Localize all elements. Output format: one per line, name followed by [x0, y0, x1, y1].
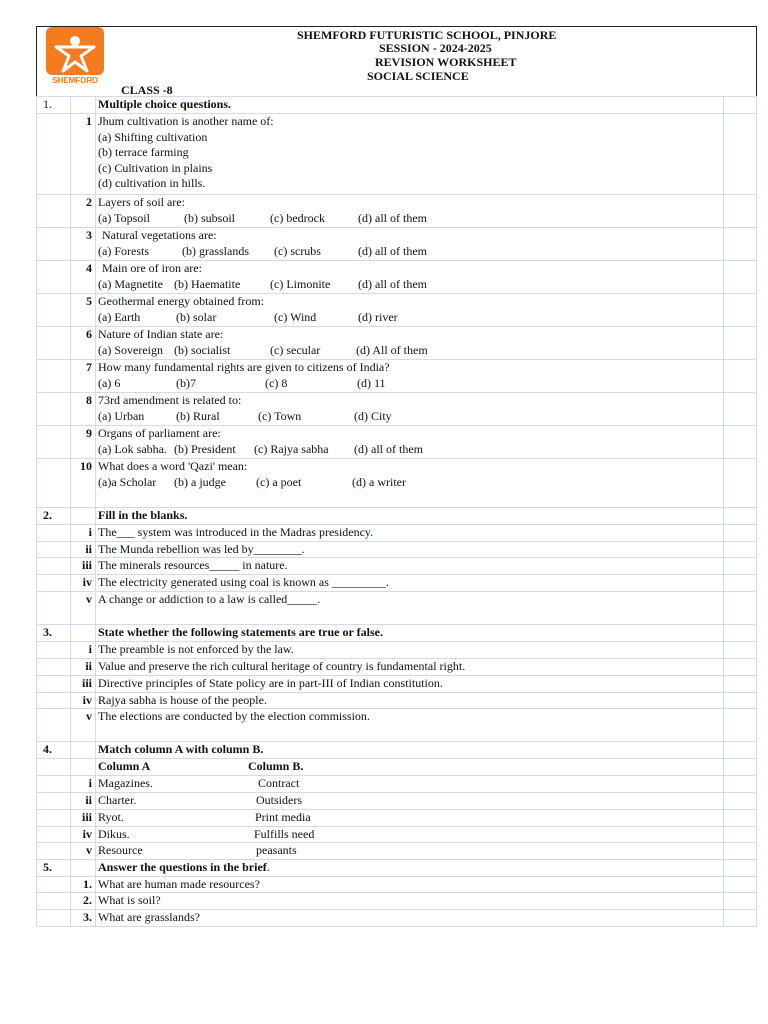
option: (c) 8 [265, 375, 288, 390]
column-a-item: Charter. [98, 792, 137, 807]
option: (a) Forests [98, 243, 149, 258]
question-row [37, 393, 757, 426]
match-row [37, 792, 757, 809]
section-number: 2. [37, 508, 71, 525]
question-cell [96, 114, 724, 195]
worksheet-header [36, 26, 757, 97]
question-row [37, 114, 757, 195]
list-item [37, 675, 757, 692]
column-b-header: Column B. [248, 759, 304, 774]
item-number: iv [71, 826, 96, 843]
question-text: Layers of soil are: [98, 195, 185, 209]
list-item [37, 592, 757, 625]
question-cell [96, 327, 724, 360]
match-row [37, 809, 757, 826]
item-number: ii [71, 658, 96, 675]
question-text: 73rd amendment is related to: [98, 393, 242, 407]
option: (b) subsoil [184, 210, 235, 225]
section-header-row [37, 508, 757, 525]
question-cell [96, 426, 724, 459]
item-number: i [71, 775, 96, 792]
column-a-item: Resource [98, 843, 143, 858]
item-text: What is soil? [96, 893, 724, 910]
question-number: 6 [71, 327, 96, 360]
option: (b) President [174, 441, 236, 456]
question-cell [96, 195, 724, 228]
item-text: The elections are conducted by the election commission. [96, 709, 724, 742]
item-text: Value and preserve the rich cultural heritage of country is fundamental right. [96, 658, 724, 675]
option: (d) all of them [358, 243, 427, 258]
section-number: 4. [37, 742, 71, 759]
section-title: Match column A with column B. [96, 742, 724, 759]
subject-label: SOCIAL SCIENCE [367, 69, 469, 83]
section-title: Multiple choice questions. [96, 97, 724, 114]
item-text: The___ system was introduced in the Madras presidency. [96, 525, 724, 542]
question-text: Natural vegetations are: [102, 228, 217, 242]
session-label: SESSION - 2024-2025 [379, 41, 492, 55]
list-item [37, 642, 757, 659]
option: (d) cultivation in hills. [98, 176, 206, 191]
question-text: Nature of Indian state are: [98, 327, 224, 341]
item-number: iv [71, 692, 96, 709]
option: (b) a judge [174, 474, 226, 489]
question-text: Geothermal energy obtained from: [98, 294, 265, 308]
item-text: The electricity generated using coal is known as _________. [96, 575, 724, 592]
match-row [37, 775, 757, 792]
question-text: Organs of parliament are: [98, 426, 221, 440]
column-a-item: Magazines. [98, 775, 153, 790]
list-item [37, 575, 757, 592]
option: (b)7 [176, 375, 196, 390]
item-number: v [71, 843, 96, 860]
question-cell [96, 261, 724, 294]
question-number: 8 [71, 393, 96, 426]
section-header-row [37, 742, 757, 759]
list-item [37, 541, 757, 558]
question-cell [96, 228, 724, 261]
question-number: 1 [71, 114, 96, 195]
option: (b) Haematite [174, 276, 241, 291]
option: (a)a Scholar [98, 474, 157, 489]
school-logo [43, 27, 107, 87]
section-title: State whether the following statements are true or false. [96, 625, 724, 642]
question-row [37, 294, 757, 327]
option: (a) Lok sabha. [98, 441, 167, 456]
question-cell [96, 294, 724, 327]
option: (a) Topsoil [98, 210, 150, 225]
worksheet-title: REVISION WORKSHEET [375, 55, 517, 69]
option: (d) all of them [358, 276, 427, 291]
match-row [37, 826, 757, 843]
question-number: 3 [71, 228, 96, 261]
option: (d) a writer [352, 474, 406, 489]
school-name: SHEMFORD FUTURISTIC SCHOOL, PINJORE [297, 28, 557, 42]
item-number: ii [71, 541, 96, 558]
item-number: 1. [71, 876, 96, 893]
svg-text:SHEMFORD: SHEMFORD [52, 76, 98, 85]
option: (d) 11 [357, 375, 386, 390]
column-b-item: Outsiders [256, 792, 302, 807]
option: (d) all of them [354, 441, 423, 456]
option: (b) socialist [174, 342, 231, 357]
option: (a) Sovereign [98, 342, 163, 357]
item-number: i [71, 642, 96, 659]
question-number: 7 [71, 360, 96, 393]
option: (a) 6 [98, 375, 121, 390]
item-number: iii [71, 675, 96, 692]
list-item [37, 876, 757, 893]
section-header-row [37, 97, 757, 114]
option: (c) scrubs [274, 243, 321, 258]
question-row [37, 459, 757, 508]
match-headers [96, 759, 724, 776]
column-a-item: Ryot. [98, 809, 124, 824]
section-header-row [37, 625, 757, 642]
question-text: Main ore of iron are: [102, 261, 202, 275]
question-cell [96, 393, 724, 426]
list-item [37, 558, 757, 575]
item-number: i [71, 525, 96, 542]
option: (d) City [354, 408, 392, 423]
section-number: 5. [37, 859, 71, 876]
option: (c) Limonite [270, 276, 331, 291]
item-text: Directive principles of State policy are in part-III of Indian constitution. [96, 675, 724, 692]
question-cell [96, 459, 724, 508]
section-header-row [37, 859, 757, 876]
list-item [37, 658, 757, 675]
option: (b) solar [176, 309, 217, 324]
option: (d) river [358, 309, 398, 324]
option: (c) secular [270, 342, 321, 357]
section-title-period: . [266, 859, 270, 874]
item-number: v [71, 709, 96, 742]
item-number: iii [71, 558, 96, 575]
option: (b) terrace farming [98, 145, 189, 160]
item-text: What are human made resources? [96, 876, 724, 893]
class-label: CLASS -8 [121, 83, 173, 97]
item-number: v [71, 592, 96, 625]
question-row [37, 261, 757, 294]
worksheet-table [36, 96, 757, 927]
item-text: A change or addiction to a law is called_____. [96, 592, 724, 625]
column-b-item: peasants [256, 843, 297, 858]
column-b-item: Print media [255, 809, 311, 824]
column-a-item: Dikus. [98, 826, 130, 841]
match-header-row [37, 759, 757, 776]
column-b-item: Fulfills need [254, 826, 315, 841]
option: (a) Shifting cultivation [98, 129, 208, 144]
section-title-cell [96, 859, 724, 876]
option: (c) a poet [256, 474, 302, 489]
question-number: 2 [71, 195, 96, 228]
option: (a) Magnetite [98, 276, 163, 291]
list-item [37, 692, 757, 709]
question-number: 4 [71, 261, 96, 294]
option: (c) Town [258, 408, 302, 423]
item-text: What are grasslands? [96, 910, 724, 927]
question-number: 5 [71, 294, 96, 327]
match-row [37, 843, 757, 860]
question-cell [96, 360, 724, 393]
question-row [37, 360, 757, 393]
option: (c) bedrock [270, 210, 325, 225]
section-number: 1. [37, 97, 71, 114]
list-item [37, 525, 757, 542]
question-text: How many fundamental rights are given to citizens of India? [98, 360, 390, 374]
item-number: 3. [71, 910, 96, 927]
option: (b) grasslands [182, 243, 249, 258]
question-row [37, 228, 757, 261]
option: (c) Wind [274, 309, 317, 324]
list-item [37, 910, 757, 927]
item-number: iv [71, 575, 96, 592]
item-text: The preamble is not enforced by the law. [96, 642, 724, 659]
list-item [37, 893, 757, 910]
column-b-item: Contract [258, 775, 300, 790]
question-text: What does a word 'Qazi' mean: [98, 459, 248, 473]
option: (a) Urban [98, 408, 145, 423]
item-text: The minerals resources_____ in nature. [96, 558, 724, 575]
option: (a) Earth [98, 309, 141, 324]
question-row [37, 195, 757, 228]
column-a-header: Column A [98, 759, 151, 774]
list-item [37, 709, 757, 742]
question-text: Jhum cultivation is another name of: [98, 114, 274, 128]
question-row [37, 426, 757, 459]
question-number: 10 [71, 459, 96, 508]
option: (d) all of them [358, 210, 427, 225]
question-number: 9 [71, 426, 96, 459]
option: (c) Cultivation in plains [98, 160, 213, 175]
option: (c) Rajya sabha [254, 441, 329, 456]
item-text: The Munda rebellion was led by________. [96, 541, 724, 558]
item-number: iii [71, 809, 96, 826]
item-text: Rajya sabha is house of the people. [96, 692, 724, 709]
section-title: Answer the questions in the brief [98, 859, 267, 874]
question-row [37, 327, 757, 360]
item-number: 2. [71, 893, 96, 910]
section-title: Fill in the blanks. [96, 508, 724, 525]
option: (d) All of them [356, 342, 428, 357]
item-number: ii [71, 792, 96, 809]
section-number: 3. [37, 625, 71, 642]
option: (b) Rural [176, 408, 220, 423]
